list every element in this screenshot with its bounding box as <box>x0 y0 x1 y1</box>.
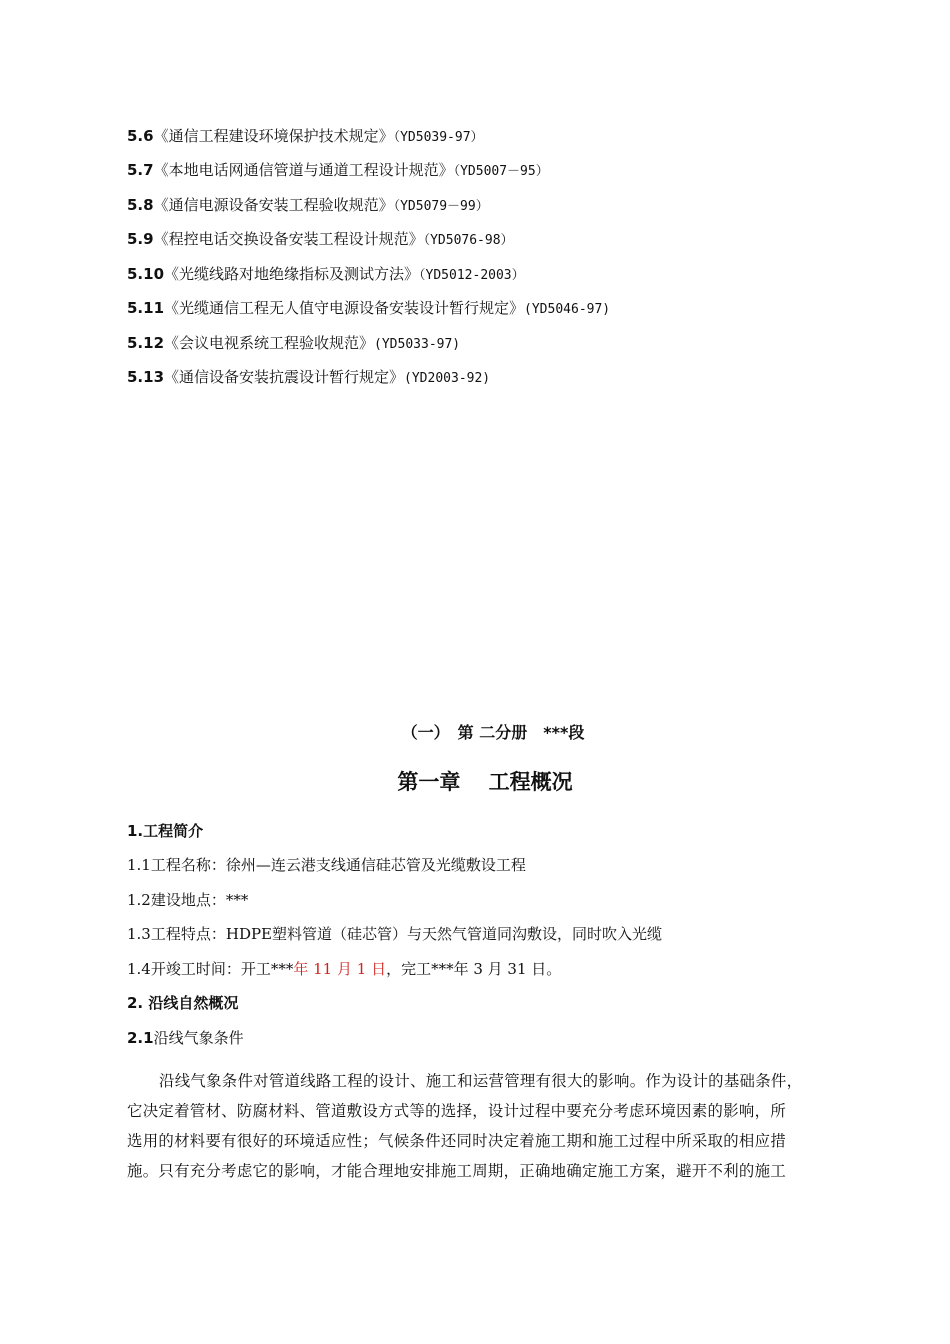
reference-item <box>127 229 514 251</box>
paragraph-line: 它决定着管材、防腐材料、管道敷设方式等的选择，设计过程中要充分考虑环境因素的影响，所 <box>127 1102 787 1120</box>
reference-code: （YD5007－95） <box>453 164 549 179</box>
reference-item <box>127 298 610 320</box>
reference-number: 5.7 <box>127 161 154 179</box>
reference-number: 5.11 <box>127 299 165 317</box>
section-item <box>127 924 662 944</box>
reference-code: (YD2003-92) <box>404 371 491 386</box>
reference-code: (YD5046-97) <box>524 302 611 317</box>
item-number: 1.4 <box>127 960 151 978</box>
reference-code: （YD5079－99） <box>393 199 489 214</box>
reference-title: 《通信电源设备安装工程验收规范》 <box>153 196 394 214</box>
section-heading <box>127 821 203 841</box>
paragraph-line: 沿线气象条件对管道线路工程的设计、施工和运营管理有很大的影响。作为设计的基础条件， <box>159 1072 803 1090</box>
section-item <box>127 959 561 979</box>
reference-item <box>127 195 489 217</box>
section-item <box>127 1028 244 1048</box>
reference-title: 《光缆线路对地绝缘指标及测试方法》 <box>164 265 420 283</box>
reference-code: (YD5033-97) <box>374 337 461 352</box>
section-title: 2. 沿线自然概况 <box>127 994 239 1012</box>
item-text: 开竣工时间：开工*** <box>150 960 294 978</box>
body-paragraph <box>127 1066 839 1186</box>
item-text: ，完工***年 3 月 31 日。 <box>386 960 562 978</box>
chapter-title: 第一章 工程概况 <box>397 770 573 794</box>
paragraph-line: 选用的材料要有很好的环境适应性；气候条件还同时决定着施工期和施工过程中所采取的相应措 <box>127 1132 787 1150</box>
item-text: 工程特点：HDPE塑料管道（硅芯管）与天然气管道同沟敷设，同时吹入光缆 <box>150 925 663 943</box>
reference-title: 《光缆通信工程无人值守电源设备安装设计暂行规定》 <box>164 299 525 317</box>
reference-code: （YD5039-97） <box>393 130 484 145</box>
reference-code: （YD5012-2003） <box>419 268 525 283</box>
reference-code: （YD5076-98） <box>423 233 514 248</box>
reference-item <box>127 160 549 182</box>
reference-number: 5.10 <box>127 265 165 283</box>
item-number: 1.2 <box>127 891 151 909</box>
reference-title: 《本地电话网通信管道与通道工程设计规范》 <box>153 161 454 179</box>
reference-item <box>127 264 525 286</box>
item-number: 1.1 <box>127 856 151 874</box>
item-number: 1.3 <box>127 925 151 943</box>
section-heading <box>127 993 238 1013</box>
start-date-highlight: 年 11 月 1 日 <box>293 960 387 978</box>
item-text: 沿线气象条件 <box>153 1029 244 1047</box>
reference-title: 《通信设备安装抗震设计暂行规定》 <box>164 368 405 386</box>
reference-number: 5.8 <box>127 196 154 214</box>
item-text: 建设地点：*** <box>150 891 249 909</box>
reference-title: 《程控电话交换设备安装工程设计规范》 <box>153 230 424 248</box>
section-item <box>127 855 526 875</box>
volume-title: （一） 第 二分册 ***段 <box>401 723 585 742</box>
reference-number: 5.13 <box>127 368 165 386</box>
reference-title: 《会议电视系统工程验收规范》 <box>164 334 375 352</box>
reference-item <box>127 126 484 148</box>
section-title: 1.工程简介 <box>127 822 204 840</box>
reference-title: 《通信工程建设环境保护技术规定》 <box>153 127 394 145</box>
reference-number: 5.9 <box>127 230 154 248</box>
reference-item <box>127 367 490 389</box>
item-number: 2.1 <box>127 1029 154 1047</box>
reference-number: 5.6 <box>127 127 154 145</box>
item-text: 工程名称：徐州—连云港支线通信硅芯管及光缆敷设工程 <box>150 856 526 874</box>
reference-number: 5.12 <box>127 334 165 352</box>
paragraph-line: 施。只有充分考虑它的影响，才能合理地安排施工周期，正确地确定施工方案，避开不利的施工 <box>127 1162 787 1180</box>
reference-item <box>127 333 460 355</box>
section-item <box>127 890 248 910</box>
